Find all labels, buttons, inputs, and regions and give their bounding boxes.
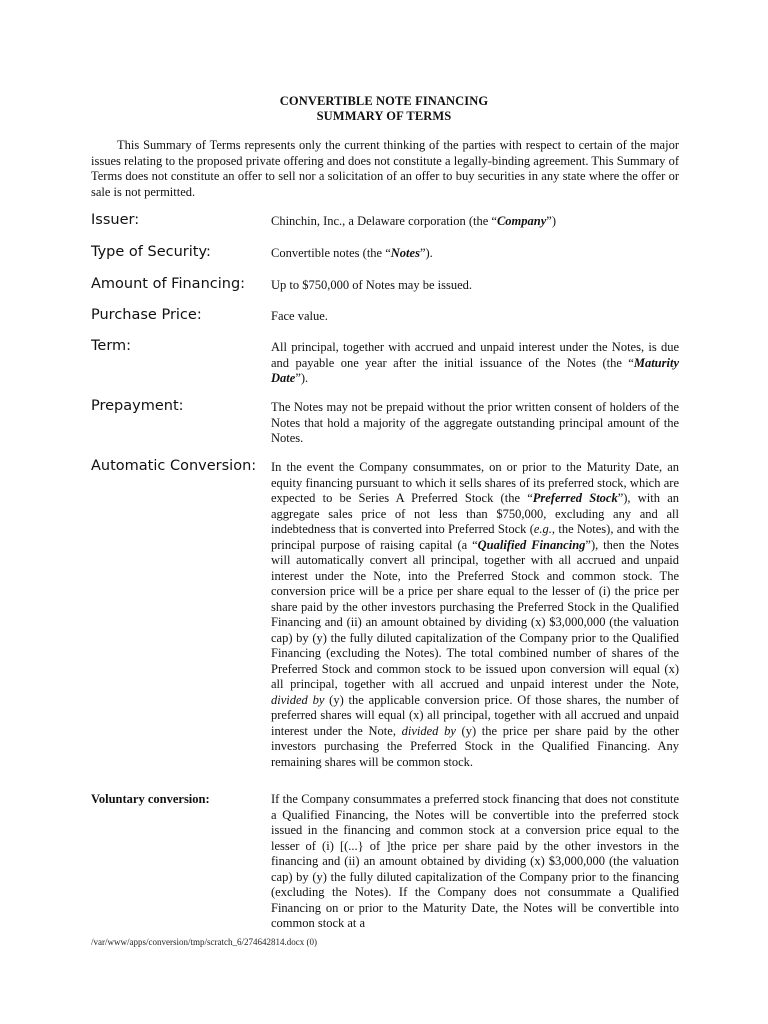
prepayment-value: The Notes may not be prepaid without the prior written consent of holders of the Notes that hold a majority of the aggregate outstanding principal amount of the Notes. — [271, 400, 679, 445]
intro-paragraph: This Summary of Terms represents only the current thinking of the parties with respect to certain of the major issues relating to the proposed private offering and does not constitute a legally-binding agreement. This Summary of Terms does not constitute an offer to sell nor a solicitation of an offer to buy securities in any state where the offer or sale is not permitted. — [91, 138, 679, 199]
term-value: All principal, together with accrued and unpaid interest under the Notes, is due and payable one year after the initial issuance of the Notes (the “Maturity Date”). — [271, 340, 679, 385]
prepayment-label: Prepayment: — [91, 398, 184, 414]
security-type-value: Convertible notes (the “Notes”). — [271, 246, 433, 260]
defined-term-qualified-financing: Qualified Financing — [477, 537, 586, 552]
security-type-label: Type of Security: — [91, 244, 211, 260]
amount-label: Amount of Financing: — [91, 276, 246, 292]
issuer-value: Chinchin, Inc., a Delaware corporation (the “Company”) — [271, 214, 556, 228]
file-path-footer: /var/www/apps/conversion/tmp/scratch_6/274642814.docx (0) — [91, 937, 317, 947]
purchase-price-value: Face value. — [271, 309, 328, 323]
amount-value: Up to $750,000 of Notes may be issued. — [271, 278, 473, 292]
defined-term-maturity-date: Maturity Date — [271, 355, 679, 385]
document-title: CONVERTIBLE NOTE FINANCING — [279, 94, 489, 108]
automatic-conversion-value: In the event the Company consummates, on or prior to the Maturity Date, an equity financing pursuant to which it sells shares of its preferred stock, which are expected to be Series A Preferred Stock (the “Preferred Stock”), with an aggregate sales price of not less than $750,000, excluding any and all indebtedness that is converted into Preferred Stock (e.g., the Notes), and with the principal purpose of raising capital (a “Qualified Financing”), then the Notes will automatically convert all principal, together with all accrued and unpaid interest under the Note, into the Preferred Stock and common stock. The conversion price will be a price per share equal to the lesser of (i) the price per share paid by the other investors purchasing the Preferred Stock in the Qualified Financing and (ii) an amount obtained by dividing (x) $3,000,000 (the valuation cap) by (y) the fully diluted capitalization of the Company prior to the Qualified Financing (excluding the Notes). The total combined number of shares of the Preferred Stock and common stock to be issued upon conversion will equal (x) all principal, together with all accrued and unpaid interest under the Note, divided by (y) the applicable conversion price. Of those shares, the number of preferred shares will equal (x) all principal, together with all accrued and unpaid interest under the Note, divided by (y) the price per share paid by the other investors purchasing the Preferred Stock in the Qualified Financing. Any remaining shares will be common stock. — [271, 460, 680, 769]
document-subtitle: SUMMARY OF TERMS — [316, 109, 452, 123]
defined-term-company: Company — [496, 214, 547, 228]
purchase-price-label: Purchase Price: — [91, 307, 202, 323]
defined-term-preferred-stock: Preferred Stock — [532, 491, 618, 505]
term-label: Term: — [91, 338, 132, 354]
voluntary-conversion-value: If the Company consummates a preferred stock financing that does not constitute a Qualified Financing, the Notes will be convertible into the preferred stock issued in the financing and common stock at a conversion price equal to the lesser of (i) [(...} of ]the price per share paid by the other investors in the financing and (ii) an amount obtained by dividing (x) $3,000,000 (the valuation cap) by (y) the fully diluted capitalization of the Company prior to the financing (excluding the Notes). If the Company does not consummate a Qualified Financing on or prior to the Maturity Date, the Notes will be convertible into common stock at a — [271, 792, 679, 930]
voluntary-conversion-label: Voluntary conversion: — [91, 792, 210, 806]
defined-term-notes: Notes — [390, 246, 420, 260]
issuer-label: Issuer: — [91, 212, 140, 228]
automatic-conversion-label: Automatic Conversion: — [91, 458, 257, 474]
